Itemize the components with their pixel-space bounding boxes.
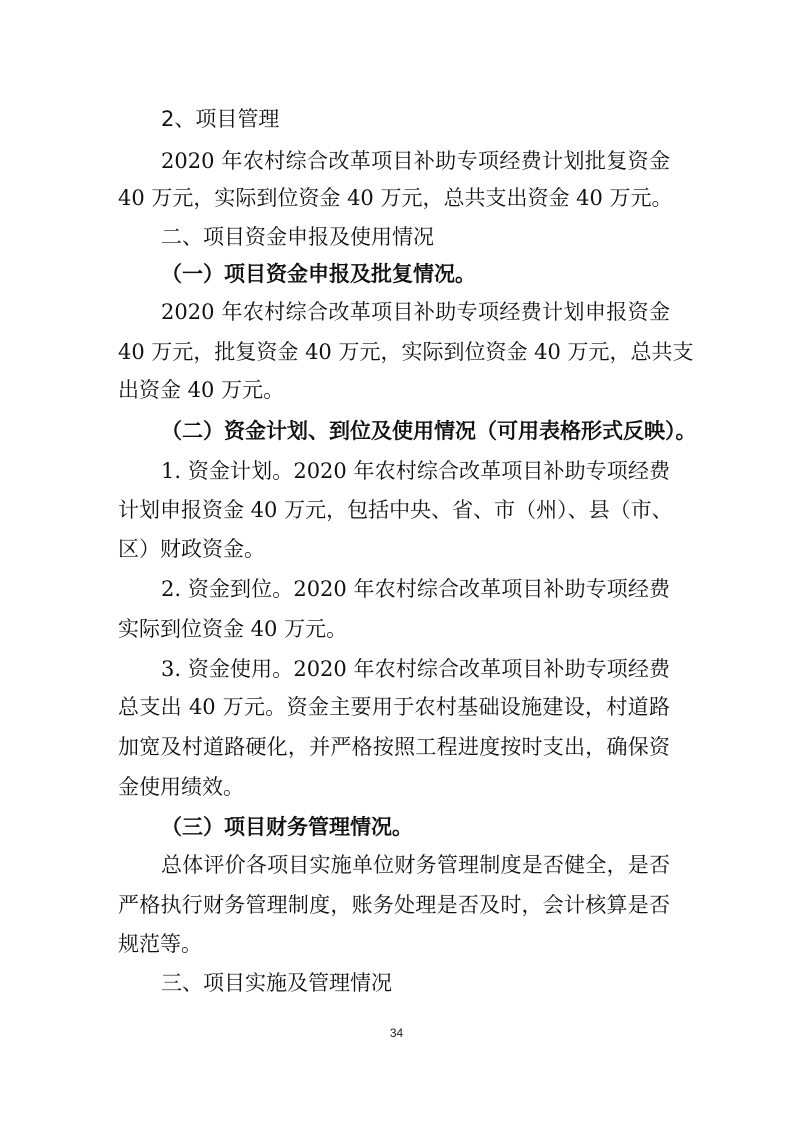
subsection-heading-2: （二）资金计划、到位及使用情况（可用表格形式反映）。 [161,419,697,443]
page-number: 34 [389,1026,404,1040]
paragraph-line: 1. 资金计划。2020 年农村综合改革项目补助专项经费 [161,459,670,483]
paragraph-line: 总支出 40 万元。资金主要用于农村基础设施建设，村道路 [118,695,670,719]
paragraph-line: 实际到位资金 40 万元。 [118,617,348,641]
paragraph-line: 区）财政资金。 [118,537,265,561]
section-heading-2: 二、项目资金申报及使用情况 [161,225,434,249]
paragraph-line: 2020 年农村综合改革项目补助专项经费计划批复资金 [161,149,670,173]
paragraph-line: 出资金 40 万元。 [118,378,285,402]
subsection-heading-1: （一）项目资金申报及批复情况。 [161,262,476,286]
paragraph-line: 2. 资金到位。2020 年农村综合改革项目补助专项经费 [161,577,670,601]
paragraph-line: 计划申报资金 40 万元，包括中央、省、市（州）、县（市、 [118,498,673,522]
subsection-heading-3: （三）项目财务管理情况。 [161,815,413,839]
paragraph-line: 40 万元，实际到位资金 40 万元，总共支出资金 40 万元。 [118,186,673,210]
paragraph-line: 金使用绩效。 [118,775,244,799]
paragraph-line: 规范等。 [118,932,202,956]
paragraph-line: 总体评价各项目实施单位财务管理制度是否健全，是否 [161,853,670,877]
paragraph-line: 严格执行财务管理制度，账务处理是否及时，会计核算是否 [118,893,670,917]
section-heading-3: 三、项目实施及管理情况 [161,971,392,995]
section-heading-project-management: 2、项目管理 [161,107,280,131]
paragraph-line: 加宽及村道路硬化，并严格按照工程进度按时支出，确保资 [118,735,670,759]
paragraph-line: 3. 资金使用。2020 年农村综合改革项目补助专项经费 [161,657,670,681]
paragraph-line: 40 万元，批复资金 40 万元，实际到位资金 40 万元，总共支 [118,340,694,364]
paragraph-line: 2020 年农村综合改革项目补助专项经费计划申报资金 [161,300,670,324]
